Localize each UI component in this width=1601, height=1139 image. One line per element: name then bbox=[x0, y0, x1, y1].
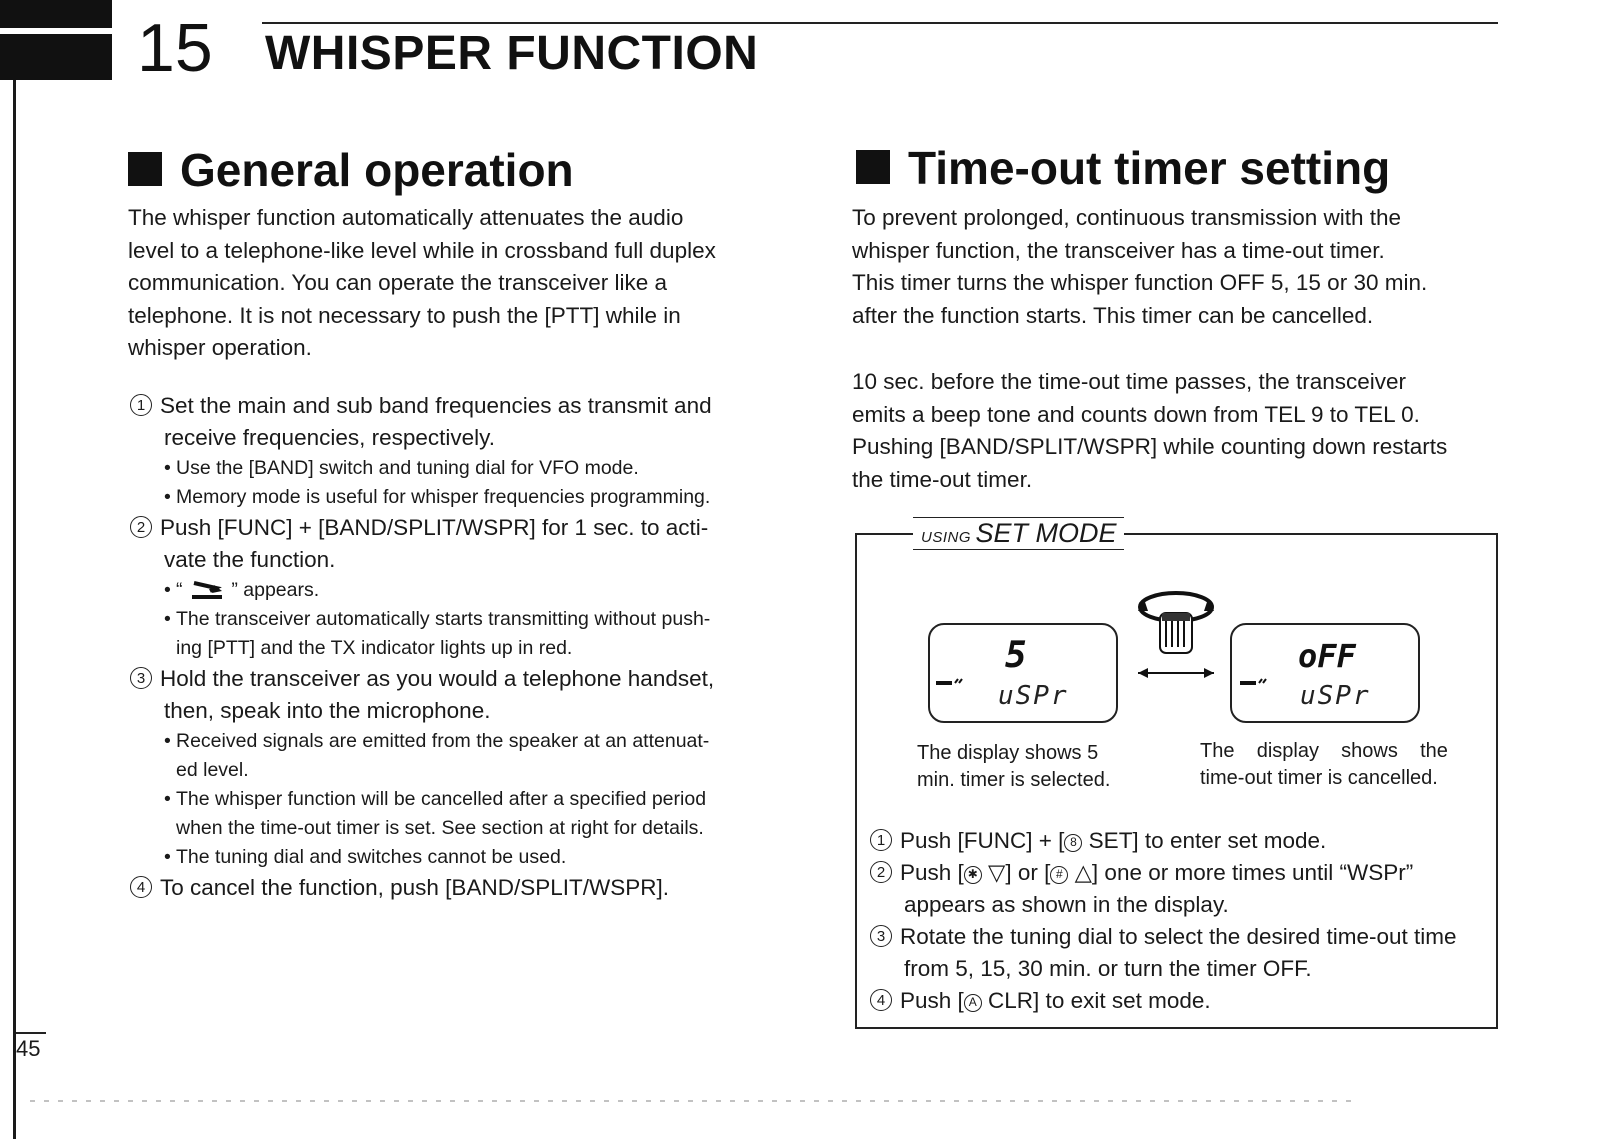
lcd-top-value: oFF bbox=[1298, 637, 1356, 675]
lcd-top-value: 5 bbox=[1005, 635, 1027, 676]
para-line: To prevent prolonged, continuous transmission with the bbox=[852, 205, 1402, 230]
bullet-item: • The whisper function will be cancelled after a specified period bbox=[164, 788, 707, 810]
bullet-item: • The transceiver automatically starts transmitting without push- bbox=[164, 608, 711, 630]
key-a-circle: A bbox=[964, 994, 982, 1012]
bullet-item: • Memory mode is useful for whisper frequencies programming. bbox=[164, 486, 711, 508]
step-number-circle: 1 bbox=[870, 829, 892, 851]
step-number-circle: 1 bbox=[130, 394, 152, 416]
bullet-item-cont: ing [PTT] and the TX indicator lights up in red. bbox=[176, 637, 573, 659]
page-number-rule bbox=[16, 1032, 46, 1034]
general-steps bbox=[130, 390, 790, 904]
set-step-1: 1 Push [FUNC] + [ 8 SET] to enter set mode. bbox=[870, 825, 1492, 857]
bullet-item-cont: when the time-out timer is set. See section at right for details. bbox=[176, 817, 704, 839]
set-step-3-cont: from 5, 15, 30 min. or turn the timer OFF. bbox=[904, 956, 1312, 981]
section-square-icon bbox=[856, 150, 890, 184]
timeout-timer-heading: Time-out timer setting bbox=[856, 143, 1390, 193]
set-mode-label: USING SET MODE bbox=[913, 517, 1124, 550]
set-step-4: 4 Push [ A CLR] to exit set mode. bbox=[870, 985, 1492, 1017]
bullet-item-cont: ed level. bbox=[176, 759, 249, 781]
step-number-circle: 3 bbox=[870, 925, 892, 947]
caption-right: The display shows the time-out timer is cancelled. bbox=[1200, 740, 1448, 789]
step-number-circle: 2 bbox=[130, 516, 152, 538]
para-line: Pushing [BAND/SPLIT/WSPR] while counting down restarts bbox=[852, 434, 1448, 459]
para-line: whisper function, the transceiver has a time-out timer. bbox=[852, 237, 1385, 263]
lcd-display-off bbox=[1230, 623, 1420, 723]
chapter-title: WHISPER FUNCTION bbox=[265, 27, 759, 80]
section-square-icon bbox=[128, 152, 162, 186]
para-line: after the function starts. This timer can be cancelled. bbox=[852, 302, 1374, 328]
intro-line: telephone. It is not necessary to push the [PTT] while in bbox=[128, 302, 681, 328]
set-step-3: 3 Rotate the tuning dial to select the desired time-out time bbox=[870, 921, 1492, 953]
page-edge-rule bbox=[13, 0, 16, 1139]
chapter-number: 15 bbox=[137, 10, 213, 86]
chapter-title-rule bbox=[262, 22, 1498, 24]
bullet-item: • “ ” appears. bbox=[164, 579, 320, 601]
timeout-para-1 bbox=[852, 202, 1500, 332]
key-8-circle: 8 bbox=[1064, 834, 1082, 852]
general-intro bbox=[128, 202, 780, 365]
intro-line: level to a telephone-like level while in crossband full duplex bbox=[128, 237, 716, 263]
step-4: 4 To cancel the function, push [BAND/SPLIT/WSPR]. bbox=[130, 872, 790, 904]
para-line: This timer turns the whisper function OFF 5, 15 or 30 min. bbox=[852, 270, 1428, 295]
para-line: the time-out timer. bbox=[852, 466, 1033, 492]
para-line: 10 sec. before the time-out time passes, the transceiver bbox=[852, 369, 1407, 394]
bullet-item: • Use the [BAND] switch and tuning dial for VFO mode. bbox=[164, 457, 639, 479]
step-number-circle: 2 bbox=[870, 861, 892, 883]
set-step-2-cont: appears as shown in the display. bbox=[904, 892, 1229, 917]
step-3-cont: then, speak into the microphone. bbox=[164, 698, 491, 723]
set-step-2: 2 Push [ ✱ ▽] or [ # △] one or more times until “WSPr” bbox=[870, 857, 1492, 889]
key-star-circle: ✱ bbox=[964, 866, 982, 884]
lcd-display-5min bbox=[928, 623, 1118, 723]
bottom-scan-artifact bbox=[30, 1100, 1360, 1102]
bullet-item: • The tuning dial and switches cannot be used. bbox=[164, 846, 567, 868]
chapter-tab-gap bbox=[0, 28, 112, 34]
whisper-indicator-text: “ ” appears. bbox=[176, 579, 320, 601]
chapter-tab-block bbox=[0, 0, 112, 80]
step-1-cont: receive frequencies, respectively. bbox=[164, 425, 495, 450]
step-2: 2 Push [FUNC] + [BAND/SPLIT/WSPR] for 1 sec. to acti- bbox=[130, 512, 790, 544]
intro-line: The whisper function automatically attenuates the audio bbox=[128, 205, 684, 230]
step-number-circle: 4 bbox=[130, 876, 152, 898]
caption-left: The display shows 5 min. timer is selected. bbox=[917, 742, 1111, 791]
step-2-cont: vate the function. bbox=[164, 547, 336, 572]
step-3: 3 Hold the transceiver as you would a telephone handset, bbox=[130, 663, 790, 695]
tuning-dial-icon bbox=[1128, 585, 1228, 695]
para-line: emits a beep tone and counts down from TEL 9 to TEL 0. bbox=[852, 401, 1420, 427]
set-mode-steps bbox=[870, 825, 1492, 1017]
general-operation-heading: General operation bbox=[128, 145, 574, 195]
page-number: 45 bbox=[16, 1036, 41, 1061]
whisper-indicator-icon bbox=[188, 579, 226, 601]
lcd-bottom-value: uSPr bbox=[1300, 681, 1371, 711]
step-1: 1 Set the main and sub band frequencies as transmit and bbox=[130, 390, 790, 422]
key-hash-circle: # bbox=[1050, 866, 1068, 884]
timeout-para-2 bbox=[852, 366, 1500, 496]
step-number-circle: 4 bbox=[870, 989, 892, 1011]
intro-line: communication. You can operate the transceiver like a bbox=[128, 270, 668, 295]
bullet-item: • Received signals are emitted from the speaker at an attenuat- bbox=[164, 730, 710, 752]
lcd-bottom-value: uSPr bbox=[998, 681, 1069, 711]
intro-line: whisper operation. bbox=[128, 335, 312, 360]
step-number-circle: 3 bbox=[130, 667, 152, 689]
